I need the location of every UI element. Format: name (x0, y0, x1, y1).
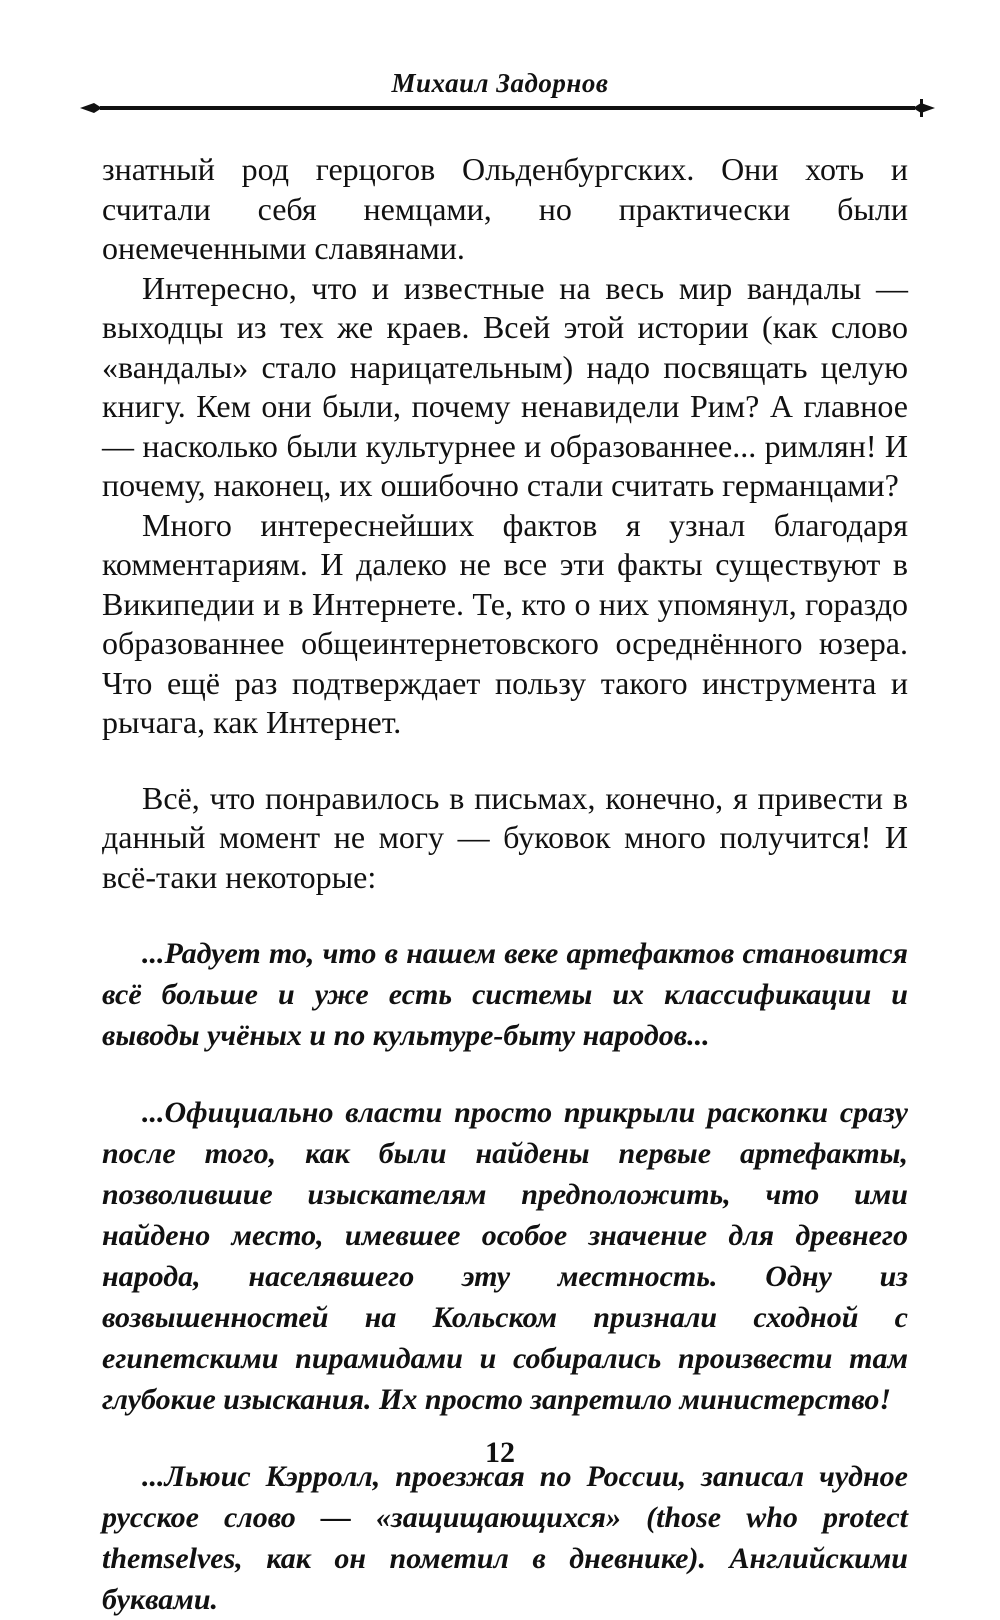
paragraph: знатный род герцогов Ольденбургских. Они хоть и считали себя немцами, но практически были онемеченными славянами. (102, 151, 908, 266)
main-text (102, 150, 908, 1620)
running-head-title: Михаил Задорнов (391, 68, 609, 98)
paragraph: Много интереснейших фактов я узнал благодаря комментариям. И далеко не все эти факты существуют в Википедии и в Интернете. Те, кто о них упомянул, гораздо образованнее общеинтернетовского осреднённого юзера. Что ещё раз подтверждает пользу такого инструмента и рычага, как Интернет. (102, 506, 908, 740)
quoted-letter: ...Радует то, что в нашем веке артефактов становится всё больше и уже есть системы их классификации и выводы учёных и по культуре-быту народов... (102, 937, 908, 1052)
paragraph: Всё, что понравилось в письмах, конечно, я привести в данный момент не могу — буковок много получится! И всё-таки некоторые: (102, 779, 908, 895)
page-number: 12 (485, 1436, 515, 1469)
paragraph: Интересно, что и известные на весь мир вандалы — выходцы из тех же краев. Всей этой истории (как слово «вандалы» стало нарицательным) надо посвящать целую книгу. Кем они были, почему ненавидели Рим? А главное — насколько были культурнее и образованнее... римлян! И почему, наконец, их ошибочно стали считать германцами? (102, 269, 908, 503)
quoted-letter: ...Льюис Кэрролл, проезжая по России, записал чудное русское слово — «защищающихся» (those who protect themselves, как он пометил в дневнике). Английскими буквами. (102, 1460, 908, 1616)
ornamental-rule (80, 97, 935, 119)
quoted-letter: ...Официально власти просто прикрыли раскопки сразу после того, как были найдены первые артефакты, позволившие изыскателям предположить, что ими найдено место, имевшее особое значение для древнего народа, населявшего эту местность. Одну из возвышенностей на Кольском признали сходной с египетскими пирамидами и собирались произвести там глубокие изыскания. Их просто запретило министерство! (102, 1096, 908, 1416)
